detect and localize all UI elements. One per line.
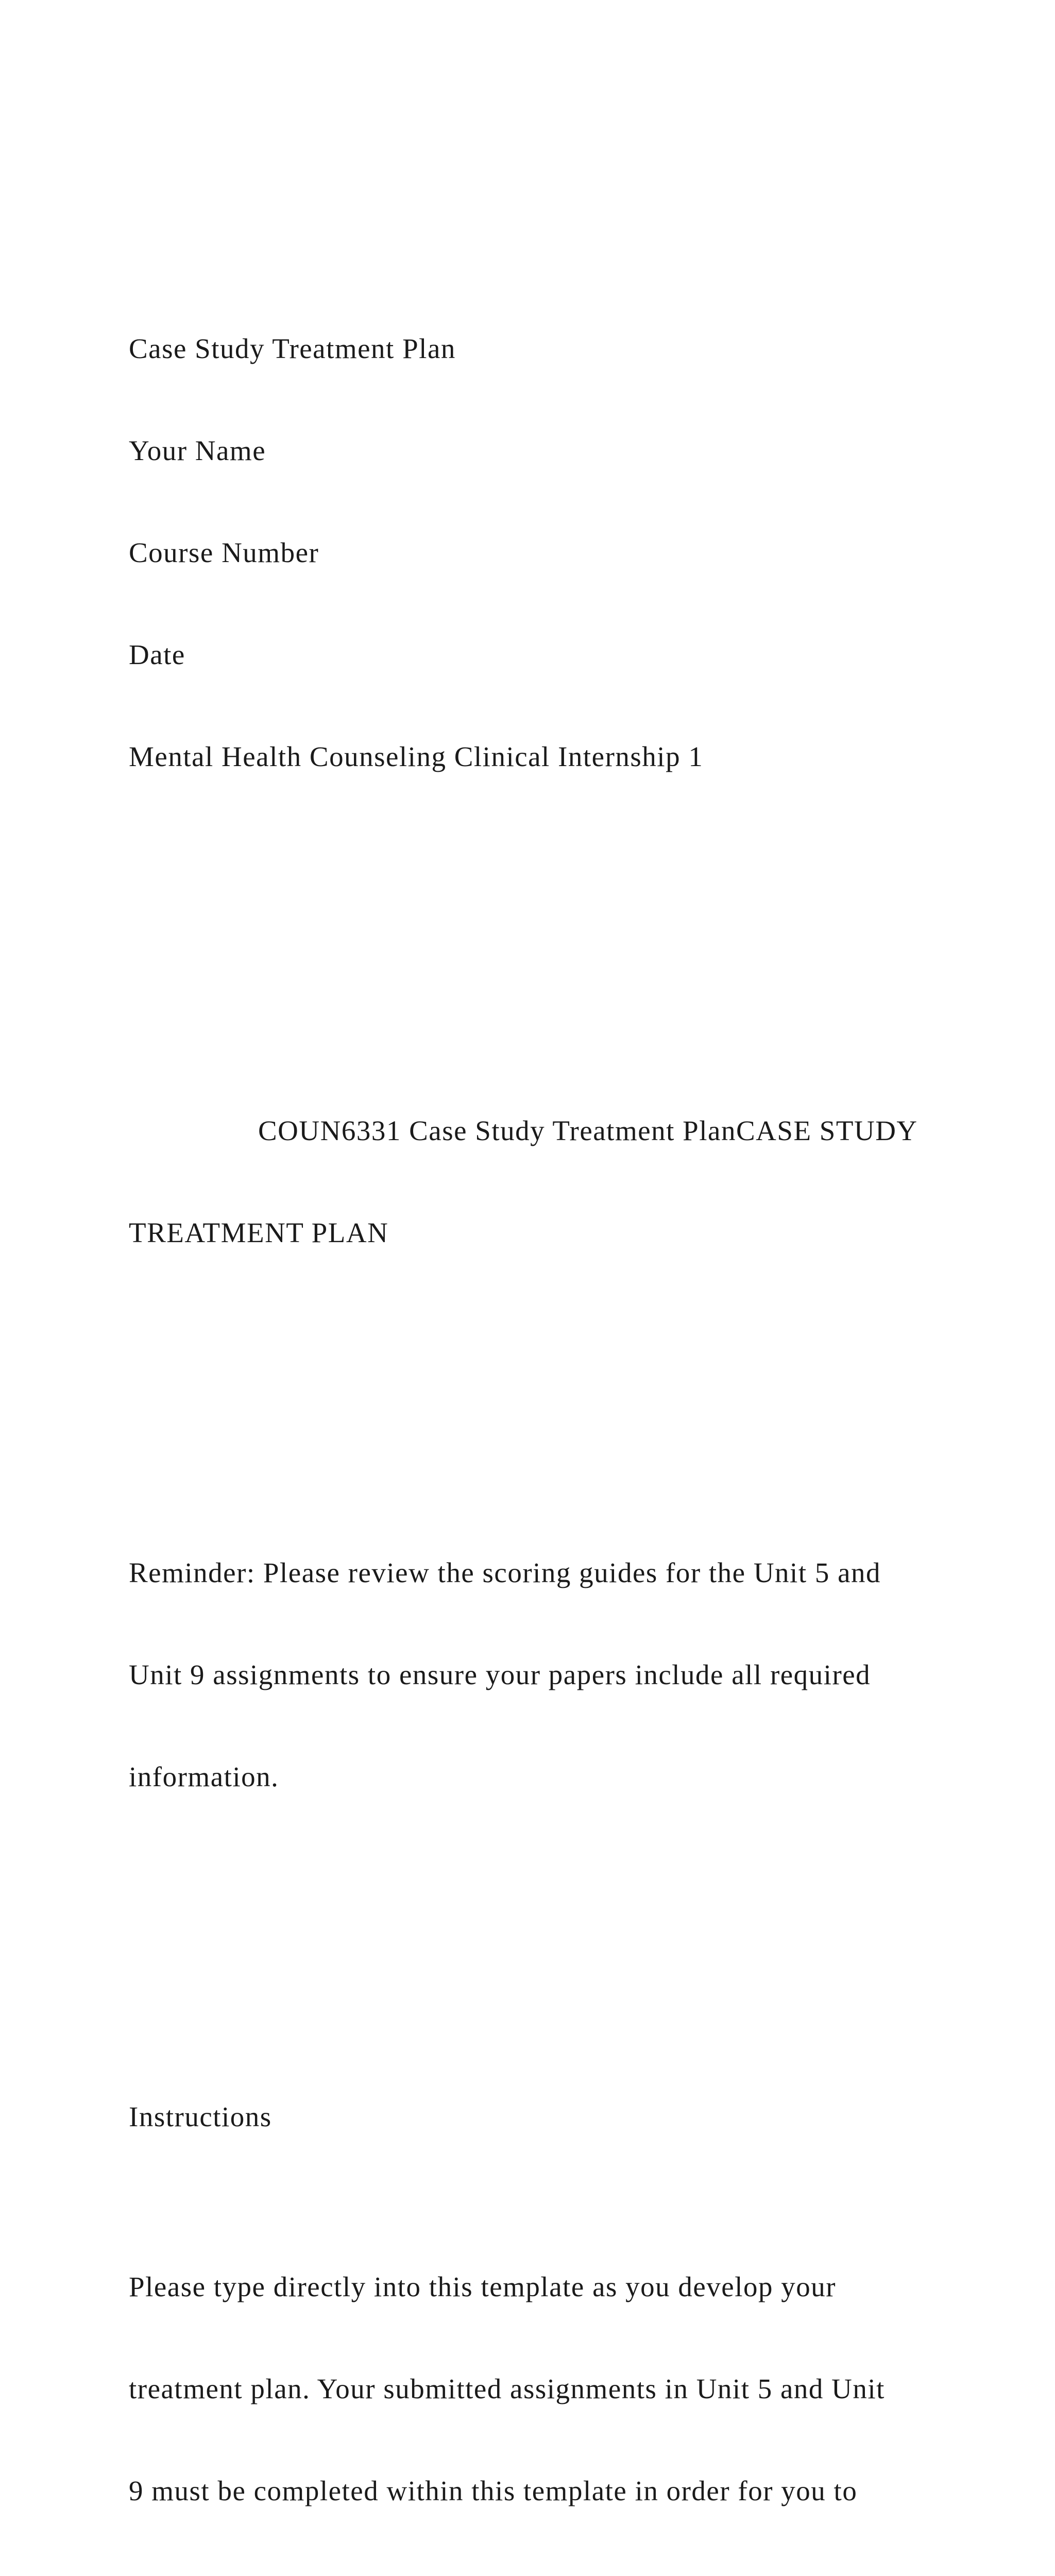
document-title: Case Study Treatment Plan: [129, 333, 456, 364]
spacer: [129, 876, 984, 910]
course-title: Mental Health Counseling Clinical Internship 1: [129, 741, 704, 772]
spacer: [129, 978, 984, 1012]
paragraph-line: Reminder: Please review the scoring guides for the Unit 5 and: [129, 1557, 881, 1588]
author-name: Your Name: [129, 435, 266, 466]
paragraph-line: 9 must be completed within this template in order for you to: [129, 2475, 858, 2506]
spacer: [129, 1352, 984, 1386]
paragraph-line: Unit 9 assignments to ensure your papers include all required: [129, 1659, 871, 1690]
document-date: Date: [129, 639, 185, 670]
section-heading-line-1: COUN6331 Case Study Treatment PlanCASE STUDY: [258, 1115, 918, 1146]
document-body: [129, 230, 984, 2576]
instructions-heading: Instructions: [129, 2101, 272, 2132]
reminder-paragraph: [129, 1488, 984, 1862]
course-number: Course Number: [129, 537, 319, 568]
paragraph-line: treatment plan. Your submitted assignments in Unit 5 and Unit: [129, 2373, 885, 2404]
instructions-paragraph: [129, 2202, 984, 2576]
paragraph-line: Please type directly into this template as you develop your: [129, 2271, 837, 2302]
spacer: [129, 1964, 984, 1998]
section-heading-line-2: TREATMENT PLAN: [129, 1217, 389, 1248]
paragraph-line: information.: [129, 1761, 279, 1792]
